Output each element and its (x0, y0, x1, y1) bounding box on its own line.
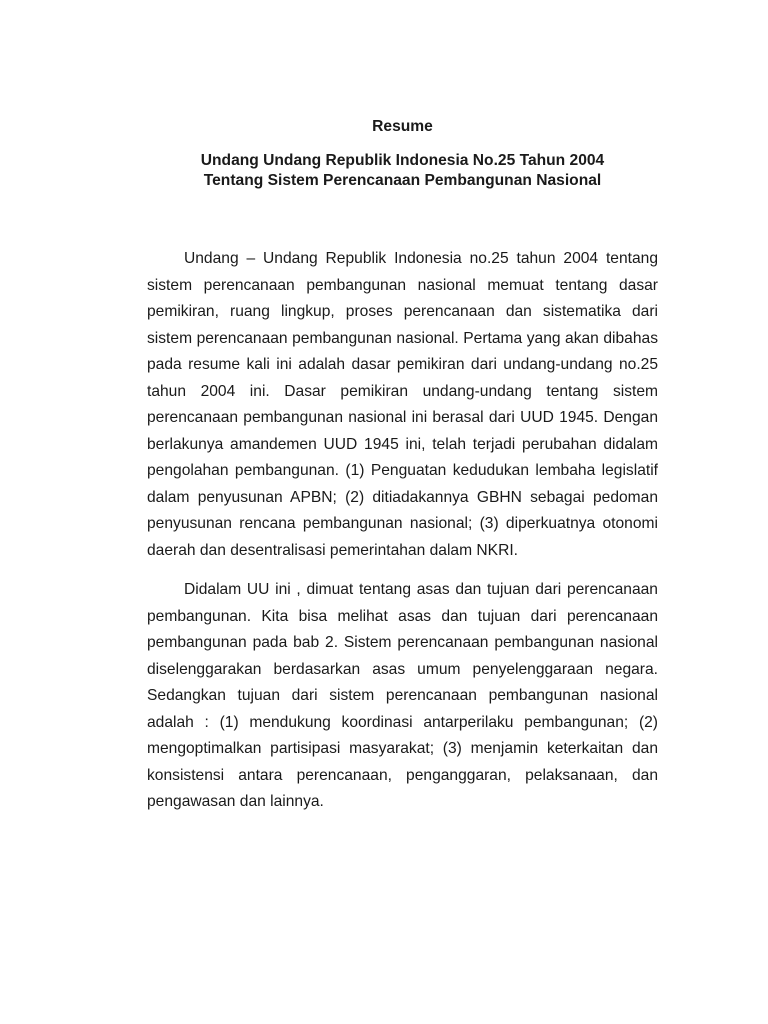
subtitle-line-2: Tentang Sistem Perencanaan Pembangunan Nasional (203, 172, 602, 189)
document-title: Resume (372, 118, 433, 135)
subtitle-line-1: Undang Undang Republik Indonesia No.25 Tahun 2004 (200, 152, 605, 169)
paragraph-2: Didalam UU ini , dimuat tentang asas dan tujuan dari perencanaan pembangunan. Kita bisa melihat asas dan tujuan dari perencanaan pembangunan pada bab 2. Sistem perencanaan pembangunan nasional diselenggarakan berdasarkan asas umum penyelenggaraan negara. Sedangkan tujuan dari sistem perencanaan pembangunan nasional adalah : (1) mendukung koordinasi antarperilaku pembangunan; (2) mengoptimalkan partisipasi masyarakat; (3) menjamin keterkaitan dan konsistensi antara perencanaan, penganggaran, pelaksanaan, dan pengawasan dan lainnya. (147, 581, 658, 810)
paragraph-1: Undang – Undang Republik Indonesia no.25 tahun 2004 tentang sistem perencanaan pembangunan nasional memuat tentang dasar pemikiran, ruang lingkup, proses perencanaan dan sistematika dari sistem perencanaan pembangunan nasional. Pertama yang akan dibahas pada resume kali ini adalah dasar pemikiran dari undang-undang no.25 tahun 2004 ini. Dasar pemikiran undang-undang tentang sistem perencanaan pembangunan nasional ini berasal dari UUD 1945. Dengan berlakunya amandemen UUD 1945 ini, telah terjadi perubahan didalam pengolahan pembangunan. (1) Penguatan kedudukan lembaha legislatif dalam penyusunan APBN; (2) ditiadakannya GBHN sebagai pedoman penyusunan rencana pembangunan nasional; (3) diperkuatnya otonomi daerah dan desentralisasi pemerintahan dalam NKRI. (147, 250, 658, 559)
document-subtitle (147, 151, 658, 191)
document-body (147, 246, 658, 816)
